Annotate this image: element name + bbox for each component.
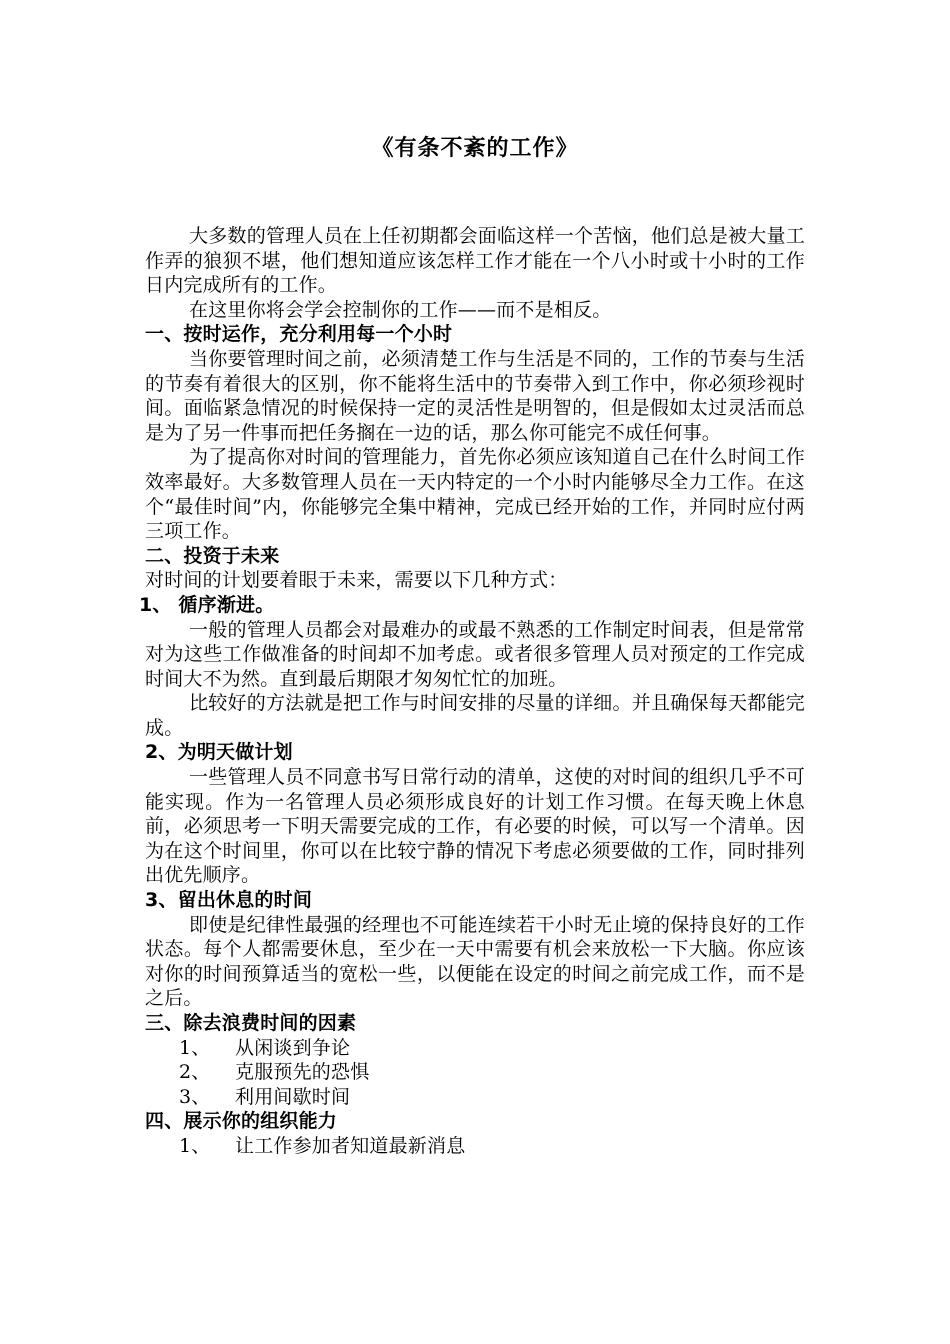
section-heading: 二、投资于未来 [145,544,280,567]
list-item [179,1060,805,1085]
document-body [139,224,805,1159]
list-item [179,1134,805,1159]
paragraph: 当你要管理时间之前，必须清楚工作与生活是不同的，工作的节奏与生活的节奏有着很大的区别，你不能将生活中的节奏带入到工作中，你必须珍视时间。面临紧急情况的时候保持一定的灵活性是明智的，但是假如太过灵活而总是为了另一件事而把任务搁在一边的话，那么你可能完不成任何事。 [145,347,805,444]
paragraph: 在这里你将会学会控制你的工作——而不是相反。 [189,298,612,321]
section-heading: 3、留出休息的时间 [145,889,313,912]
list-text: 让工作参加者知道最新消息 [235,1134,466,1157]
list-number: 1、 [179,1134,211,1157]
document-title: 《有条不紊的工作》 [371,136,579,161]
list-item [179,1085,805,1110]
list-item [179,1036,805,1061]
list-text: 利用间歇时间 [235,1085,351,1108]
section-heading: 三、除去浪费时间的因素 [145,1012,357,1034]
list-text: 克服预先的恐惧 [235,1061,370,1084]
paragraph: 对时间的计划要着眼于未来，需要以下几种方式： [145,569,568,592]
paragraph: 比较好的方法就是把工作与时间安排的尽量的详细。并且确保每天都能完成。 [145,692,805,739]
section-heading: 四、展示你的组织能力 [145,1110,338,1133]
list-number: 1、 [179,1036,211,1059]
section-heading: 2、为明天做计划 [145,741,293,764]
paragraph: 为了提高你对时间的管理能力，首先你必须应该知道自己在什么时间工作效率最好。大多数管理人员在一天内特定的一个小时内能够尽全力工作。在这个“最佳时间”内，你能够完全集中精神，完成已经开始的工作，并同时应付两三项工作。 [145,446,805,543]
paragraph: 大多数的管理人员在上任初期都会面临这样一个苦恼，他们总是被大量工作弄的狼狈不堪，他们想知道应该怎样工作才能在一个八小时或十小时的工作日内完成所有的工作。 [145,225,805,297]
list-number: 3、 [179,1085,211,1108]
subsection-heading: 1、 循序渐进。 [139,593,275,616]
paragraph: 一些管理人员不同意书写日常行动的清单，这使的对时间的组织几乎不可能实现。作为一名管理人员必须形成良好的计划工作习惯。在每天晚上休息前，必须思考一下明天需要完成的工作，有必要的时候，可以写一个清单。因为在这个时间里，你可以在比较宁静的情况下考虑必须要做的工作，同时排列出优先顺序。 [145,766,805,887]
paragraph: 一般的管理人员都会对最难办的或最不熟悉的工作制定时间表，但是常常对为这些工作做准备的时间却不加考虑。或者很多管理人员对预定的工作完成时间大不为然。直到最后期限才匆匆忙忙的加班。 [145,618,805,690]
list-number: 2、 [179,1061,211,1084]
section-heading: 一、按时运作，充分利用每一个小时 [145,323,453,346]
paragraph: 即使是纪律性最强的经理也不可能连续若干小时无止境的保持良好的工作状态。每个人都需要休息，至少在一天中需要有机会来放松一下大脑。你应该对你的时间预算适当的宽松一些，以便能在设定的时间之前完成工作，而不是之后。 [145,913,805,1010]
list-text: 从闲谈到争论 [235,1036,351,1059]
